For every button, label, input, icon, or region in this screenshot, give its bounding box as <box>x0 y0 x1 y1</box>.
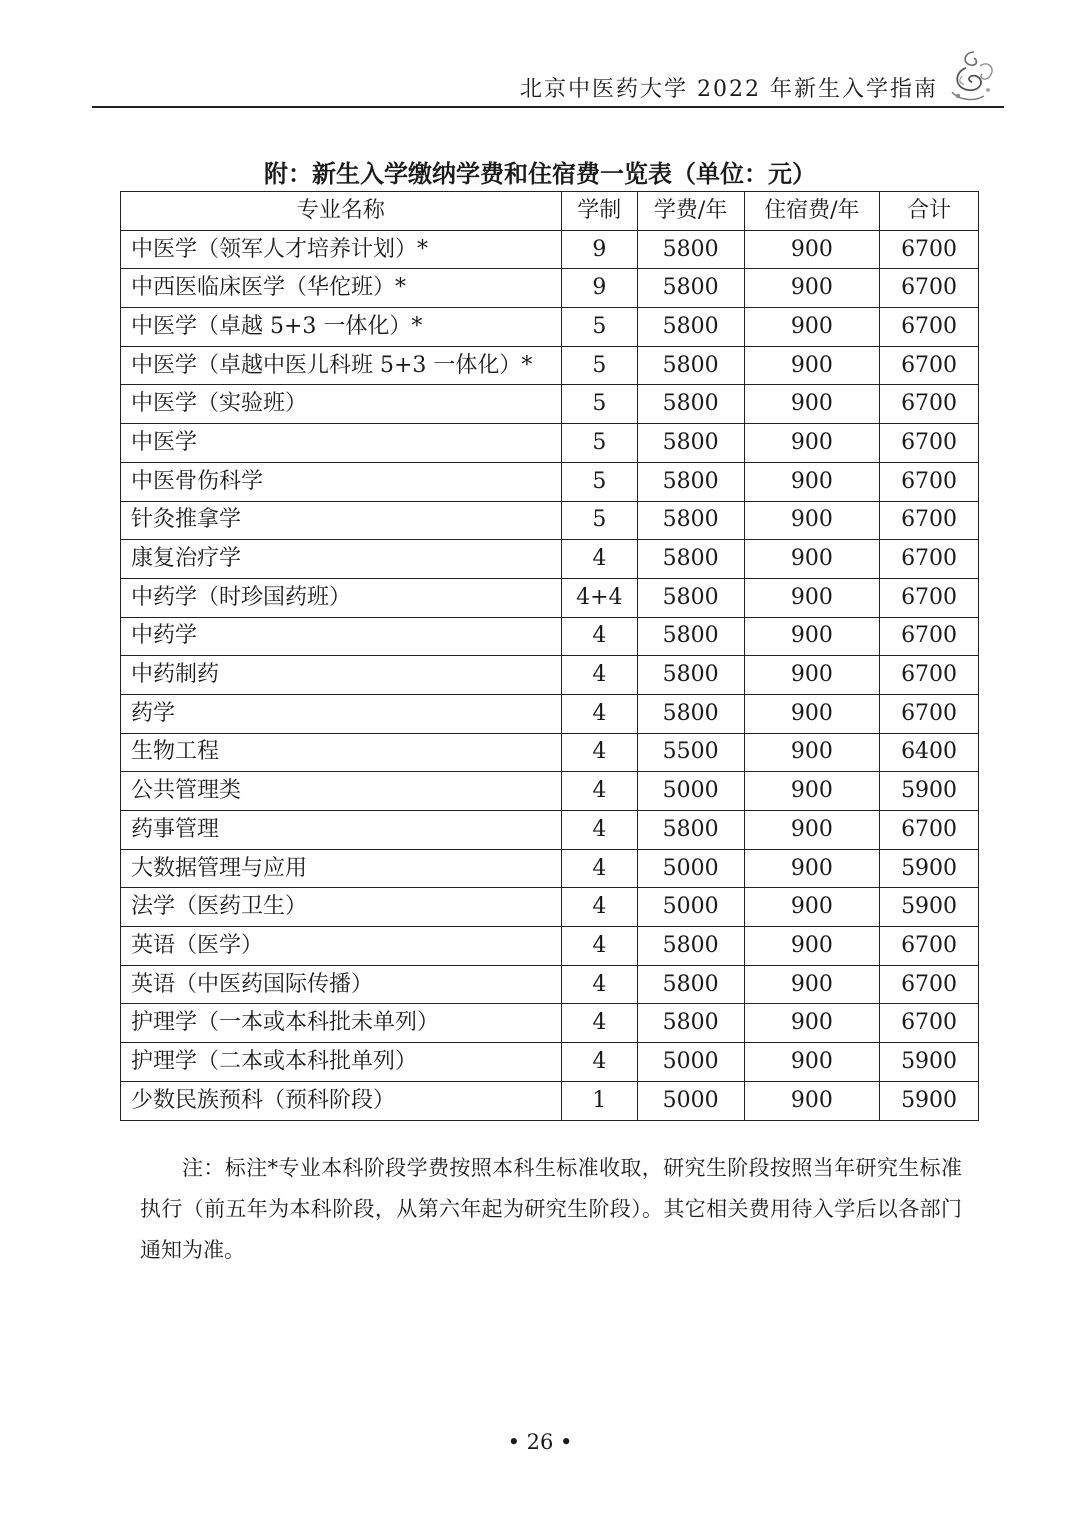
total-cell: 6700 <box>880 617 979 656</box>
years-cell: 4 <box>561 849 637 888</box>
housing-cell: 900 <box>744 578 880 617</box>
total-cell: 6700 <box>880 811 979 850</box>
tuition-cell: 5800 <box>637 1004 744 1043</box>
housing-cell: 900 <box>744 424 880 463</box>
total-cell: 6700 <box>880 540 979 579</box>
years-cell: 4 <box>561 694 637 733</box>
major-name-cell: 中医学（领军人才培养计划）* <box>121 230 562 269</box>
table-row <box>121 811 979 850</box>
table-row <box>121 385 979 424</box>
housing-cell: 900 <box>744 308 880 347</box>
housing-cell: 900 <box>744 501 880 540</box>
tuition-cell: 5800 <box>637 540 744 579</box>
major-name-cell: 中药制药 <box>121 656 562 695</box>
housing-cell: 900 <box>744 385 880 424</box>
years-cell: 4 <box>561 811 637 850</box>
major-name-cell: 针灸推拿学 <box>121 501 562 540</box>
fees-table <box>120 191 979 1121</box>
years-cell: 5 <box>561 424 637 463</box>
major-name-cell: 生物工程 <box>121 733 562 772</box>
years-cell: 5 <box>561 385 637 424</box>
housing-cell: 900 <box>744 811 880 850</box>
tuition-cell: 5800 <box>637 424 744 463</box>
major-name-cell: 药学 <box>121 694 562 733</box>
housing-cell: 900 <box>744 462 880 501</box>
tuition-cell: 5000 <box>637 888 744 927</box>
years-cell: 4 <box>561 540 637 579</box>
table-row <box>121 1081 979 1120</box>
tuition-cell: 5000 <box>637 1081 744 1120</box>
total-cell: 6700 <box>880 346 979 385</box>
total-cell: 5900 <box>880 1043 979 1082</box>
years-cell: 4 <box>561 1004 637 1043</box>
total-cell: 6700 <box>880 694 979 733</box>
major-name-cell: 中医学（实验班） <box>121 385 562 424</box>
years-cell: 5 <box>561 346 637 385</box>
total-cell: 6400 <box>880 733 979 772</box>
footnote: 注：标注*专业本科阶段学费按照本科生标准收取，研究生阶段按照当年研究生标准执行（前五年为本科阶段，从第六年起为研究生阶段）。其它相关费用待入学后以各部门通知为准。 <box>140 1156 962 1262</box>
major-name-cell: 中医骨伤科学 <box>121 462 562 501</box>
total-cell: 6700 <box>880 927 979 966</box>
housing-cell: 900 <box>744 617 880 656</box>
table-row <box>121 308 979 347</box>
years-cell: 5 <box>561 501 637 540</box>
years-cell: 4+4 <box>561 578 637 617</box>
housing-cell: 900 <box>744 540 880 579</box>
tuition-cell: 5800 <box>637 230 744 269</box>
housing-cell: 900 <box>744 1043 880 1082</box>
tuition-cell: 5000 <box>637 772 744 811</box>
total-cell: 5900 <box>880 849 979 888</box>
table-row <box>121 656 979 695</box>
table-row <box>121 424 979 463</box>
major-name-cell: 中西医临床医学（华佗班）* <box>121 269 562 308</box>
years-cell: 5 <box>561 462 637 501</box>
table-row <box>121 694 979 733</box>
tuition-cell: 5800 <box>637 462 744 501</box>
housing-cell: 900 <box>744 656 880 695</box>
years-cell: 4 <box>561 1043 637 1082</box>
years-cell: 4 <box>561 965 637 1004</box>
major-name-cell: 中医学（卓越 5+3 一体化）* <box>121 308 562 347</box>
total-cell: 5900 <box>880 772 979 811</box>
years-cell: 9 <box>561 269 637 308</box>
table-row <box>121 888 979 927</box>
major-name-cell: 康复治疗学 <box>121 540 562 579</box>
table-row <box>121 965 979 1004</box>
total-cell: 6700 <box>880 1004 979 1043</box>
table-row <box>121 578 979 617</box>
column-header-years: 学制 <box>561 192 637 231</box>
total-cell: 6700 <box>880 385 979 424</box>
total-cell: 5900 <box>880 888 979 927</box>
tuition-cell: 5000 <box>637 1043 744 1082</box>
major-name-cell: 中医学 <box>121 424 562 463</box>
total-cell: 6700 <box>880 269 979 308</box>
major-name-cell: 护理学（一本或本科批未单列） <box>121 1004 562 1043</box>
table-row <box>121 1043 979 1082</box>
table-row <box>121 230 979 269</box>
years-cell: 5 <box>561 308 637 347</box>
major-name-cell: 药事管理 <box>121 811 562 850</box>
housing-cell: 900 <box>744 888 880 927</box>
table-body <box>121 230 979 1120</box>
major-name-cell: 法学（医药卫生） <box>121 888 562 927</box>
total-cell: 6700 <box>880 308 979 347</box>
table-row <box>121 733 979 772</box>
table-row <box>121 501 979 540</box>
table-row <box>121 1004 979 1043</box>
table-row <box>121 772 979 811</box>
housing-cell: 900 <box>744 772 880 811</box>
table-row <box>121 540 979 579</box>
total-cell: 5900 <box>880 1081 979 1120</box>
header-title: 北京中医药大学 2022 年新生入学指南 <box>520 77 938 102</box>
major-name-cell: 公共管理类 <box>121 772 562 811</box>
years-cell: 4 <box>561 927 637 966</box>
tuition-cell: 5800 <box>637 308 744 347</box>
table-row <box>121 617 979 656</box>
total-cell: 6700 <box>880 578 979 617</box>
tuition-cell: 5800 <box>637 617 744 656</box>
table-row <box>121 849 979 888</box>
tuition-cell: 5800 <box>637 385 744 424</box>
total-cell: 6700 <box>880 501 979 540</box>
years-cell: 4 <box>561 656 637 695</box>
tuition-cell: 5800 <box>637 927 744 966</box>
tuition-cell: 5800 <box>637 965 744 1004</box>
table-row <box>121 927 979 966</box>
table-header-row <box>121 192 979 231</box>
floral-ornament-icon <box>944 46 1000 106</box>
housing-cell: 900 <box>744 927 880 966</box>
table-row <box>121 462 979 501</box>
column-header-housing: 住宿费/年 <box>744 192 880 231</box>
housing-cell: 900 <box>744 346 880 385</box>
tuition-cell: 5800 <box>637 501 744 540</box>
tuition-cell: 5800 <box>637 269 744 308</box>
table-title: 附：新生入学缴纳学费和住宿费一览表（单位：元） <box>264 160 816 188</box>
table-row <box>121 269 979 308</box>
column-header-tuition: 学费/年 <box>637 192 744 231</box>
total-cell: 6700 <box>880 656 979 695</box>
tuition-cell: 5800 <box>637 656 744 695</box>
major-name-cell: 中药学 <box>121 617 562 656</box>
years-cell: 9 <box>561 230 637 269</box>
years-cell: 1 <box>561 1081 637 1120</box>
housing-cell: 900 <box>744 965 880 1004</box>
page-header <box>92 60 1004 108</box>
major-name-cell: 英语（中医药国际传播） <box>121 965 562 1004</box>
column-header-total: 合计 <box>880 192 979 231</box>
tuition-cell: 5500 <box>637 733 744 772</box>
total-cell: 6700 <box>880 424 979 463</box>
housing-cell: 900 <box>744 849 880 888</box>
tuition-cell: 5800 <box>637 346 744 385</box>
housing-cell: 900 <box>744 1004 880 1043</box>
housing-cell: 900 <box>744 269 880 308</box>
major-name-cell: 护理学（二本或本科批单列） <box>121 1043 562 1082</box>
column-header-major: 专业名称 <box>121 192 562 231</box>
years-cell: 4 <box>561 772 637 811</box>
tuition-cell: 5800 <box>637 694 744 733</box>
years-cell: 4 <box>561 888 637 927</box>
housing-cell: 900 <box>744 733 880 772</box>
housing-cell: 900 <box>744 694 880 733</box>
tuition-cell: 5000 <box>637 849 744 888</box>
tuition-cell: 5800 <box>637 811 744 850</box>
years-cell: 4 <box>561 733 637 772</box>
major-name-cell: 大数据管理与应用 <box>121 849 562 888</box>
major-name-cell: 中医学（卓越中医儿科班 5+3 一体化）* <box>121 346 562 385</box>
total-cell: 6700 <box>880 230 979 269</box>
total-cell: 6700 <box>880 462 979 501</box>
housing-cell: 900 <box>744 1081 880 1120</box>
housing-cell: 900 <box>744 230 880 269</box>
table-row <box>121 346 979 385</box>
major-name-cell: 少数民族预科（预科阶段） <box>121 1081 562 1120</box>
page-number: • 26 • <box>507 1430 573 1454</box>
major-name-cell: 中药学（时珍国药班） <box>121 578 562 617</box>
tuition-cell: 5800 <box>637 578 744 617</box>
major-name-cell: 英语（医学） <box>121 927 562 966</box>
total-cell: 6700 <box>880 965 979 1004</box>
years-cell: 4 <box>561 617 637 656</box>
